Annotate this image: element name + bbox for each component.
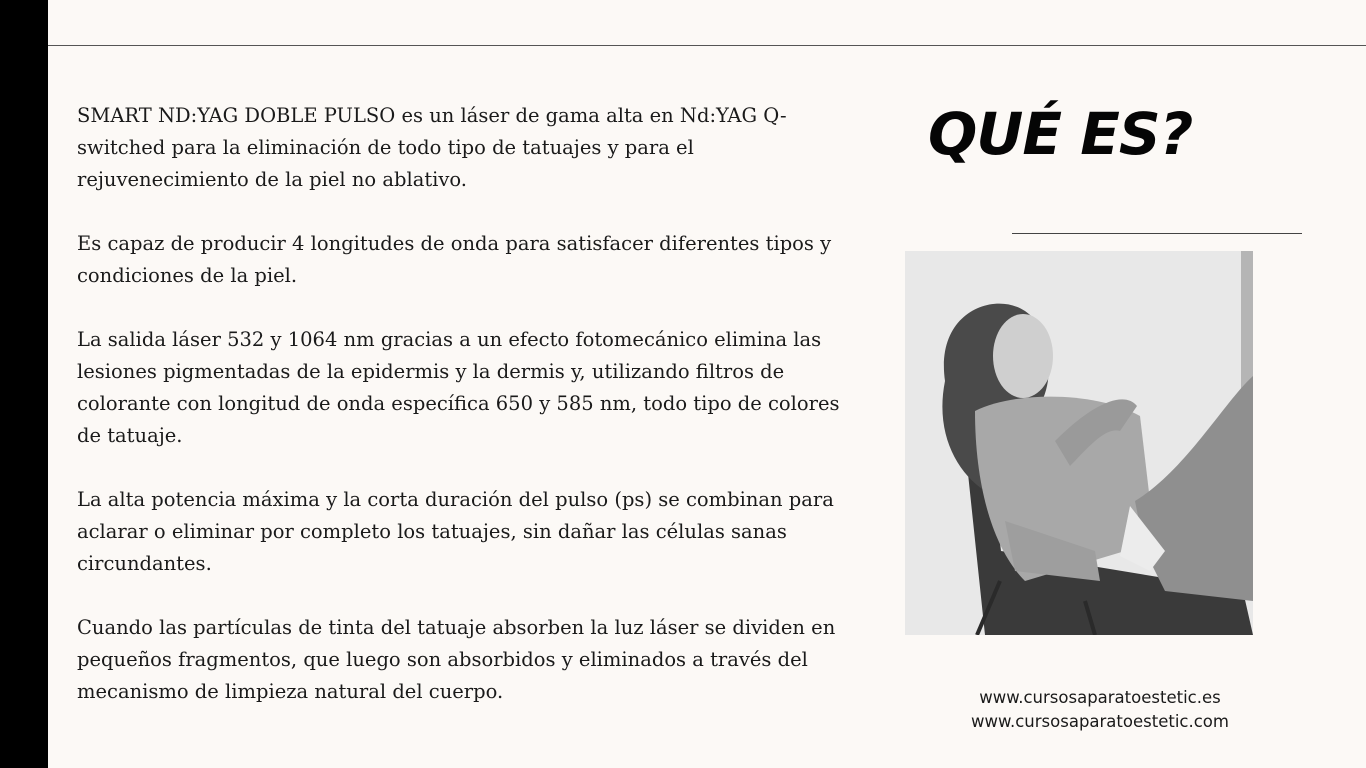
page-title: QUÉ ES? [928,100,1193,168]
website-es-link[interactable]: www.cursosaparatoestetic.es [979,688,1221,707]
paragraph-wavelengths: Es capaz de producir 4 longitudes de onda para satisfacer diferentes tipos y condiciones de la piel. [77,232,832,287]
website-com-link[interactable]: www.cursosaparatoestetic.com [971,712,1229,731]
top-divider [48,45,1366,46]
paragraph-intro: SMART ND:YAG DOBLE PULSO es un láser de gama alta en Nd:YAG Q-switched para la eliminación de todo tipo de tatuajes y para el rejuvenecimiento de la piel no ablativo. [77,104,787,191]
paragraph-laser-output: La salida láser 532 y 1064 nm gracias a un efecto fotomecánico elimina las lesiones pigmentadas de la epidermis y la dermis y, utilizando filtros de colorante con longitud de onda específica 650 y 585 nm, todo tipo de colores de tatuaje. [77,328,840,447]
heading-divider [1012,233,1302,234]
left-accent-bar [0,0,48,768]
description-text [77,100,867,740]
model-photo [905,251,1253,635]
paragraph-ink-particles: Cuando las partículas de tinta del tatuaje absorben la luz láser se dividen en pequeños fragmentos, que luego son absorbidos y eliminados a través del mecanismo de limpieza natural del cuerpo. [77,616,836,703]
footer-websites [950,686,1250,734]
paragraph-power: La alta potencia máxima y la corta duración del pulso (ps) se combinan para aclarar o eliminar por completo los tatuajes, sin dañar las células sanas circundantes. [77,488,834,575]
